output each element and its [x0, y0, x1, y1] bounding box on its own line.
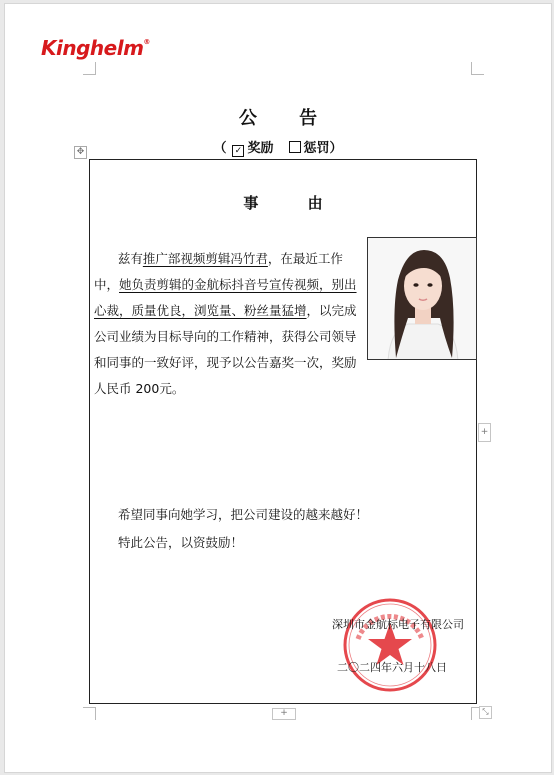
- announcement-type: （ ✓ 奖励 惩罚）: [213, 141, 343, 156]
- portrait-image: [368, 238, 477, 360]
- kinghelm-logo: Kinghelm®: [41, 36, 150, 60]
- table-resize-handle[interactable]: ⤡: [479, 706, 492, 719]
- company-seal: [340, 595, 440, 695]
- reward-label: 奖励: [247, 141, 274, 156]
- page-title: 公 告: [238, 108, 336, 129]
- add-column-handle[interactable]: +: [478, 423, 491, 442]
- reason-table: [89, 159, 477, 704]
- margin-corner-bottom-left: [83, 707, 96, 720]
- document-page: [4, 3, 552, 773]
- punish-checkbox[interactable]: [289, 141, 301, 153]
- company-name: 深圳市金航标电子有限公司: [332, 618, 464, 631]
- add-row-handle[interactable]: +: [272, 708, 296, 720]
- signature-date: 二〇二四年六月十八日: [337, 661, 447, 674]
- closing-paragraph: 希望同事向她学习，把公司建设的越来越好！ 特此公告，以资鼓励！: [118, 507, 369, 550]
- reward-checkbox[interactable]: ✓: [232, 145, 244, 157]
- employee-photo: [367, 237, 477, 360]
- section-heading: 事 由: [243, 194, 345, 212]
- punish-label: 惩罚: [303, 141, 330, 156]
- reason-paragraph: 兹有推广部视频剪辑冯竹君，在最近工作 中，她负责剪辑的金航标抖音号宣传视频，别出 心裁，质量优良，浏览量、粉丝量猛增，以完成 公司业绩为目标导向的工作精神，获得公司领导 和同事的一致好评，现予以公告嘉奖一次，奖励 人民币 200元。: [94, 251, 357, 396]
- table-move-handle[interactable]: ✥: [74, 146, 87, 159]
- margin-corner-top-left: [83, 62, 96, 75]
- margin-corner-top-right: [471, 62, 484, 75]
